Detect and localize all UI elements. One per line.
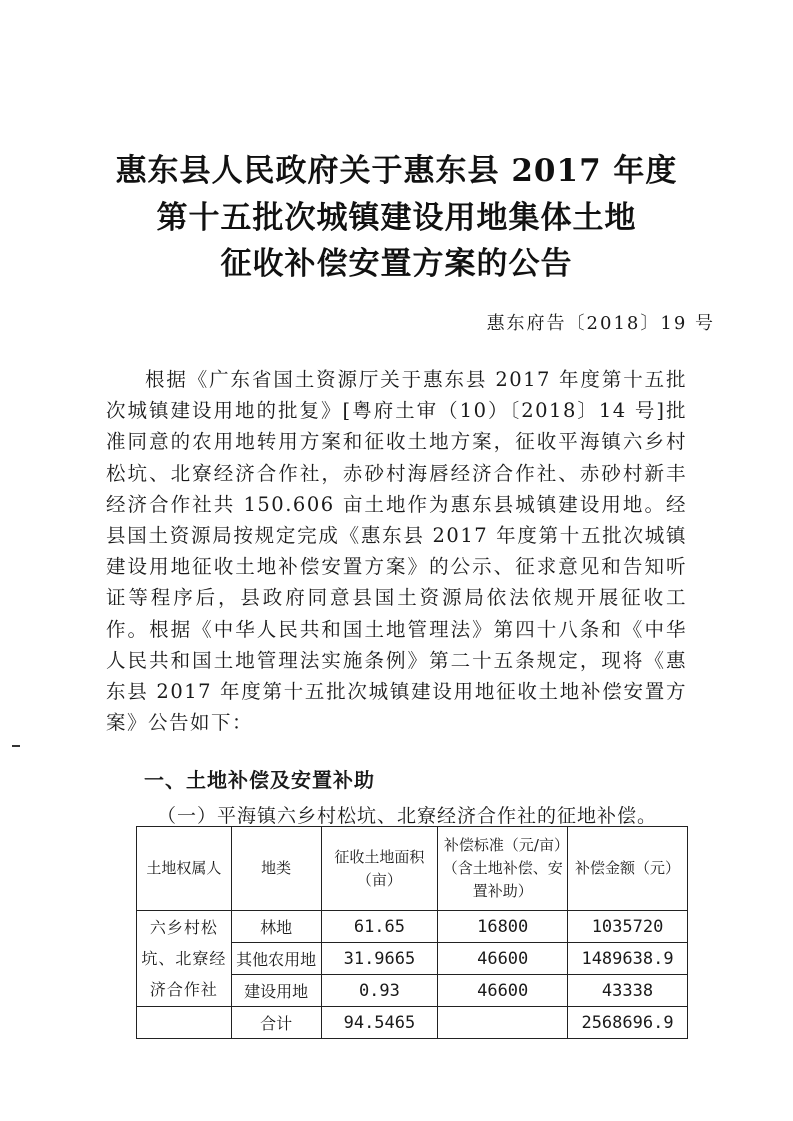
area-cell: 61.65 — [321, 911, 438, 943]
amount-cell: 1035720 — [568, 911, 688, 943]
land-type-cell: 建设用地 — [231, 975, 321, 1007]
compensation-table — [136, 826, 688, 1039]
body-paragraph — [106, 364, 687, 738]
subsection-heading: （一）平海镇六乡村松坑、北寮经济合作社的征地补偿。 — [157, 805, 658, 827]
header-land-type: 地类 — [231, 827, 321, 911]
scan-mark — [12, 745, 20, 747]
table-row — [137, 911, 688, 943]
rate-cell: 46600 — [438, 943, 568, 975]
land-type-cell: 林地 — [231, 911, 321, 943]
total-rate-cell — [438, 1007, 568, 1039]
rate-cell: 16800 — [438, 911, 568, 943]
owner-cell-empty — [137, 1007, 232, 1039]
area-cell: 31.9665 — [321, 943, 438, 975]
total-amount-cell: 2568696.9 — [568, 1007, 688, 1039]
rate-cell: 46600 — [438, 975, 568, 1007]
total-label-cell: 合计 — [231, 1007, 321, 1039]
land-type-cell: 其他农用地 — [231, 943, 321, 975]
owner-cell: 六乡村松坑、北寮经济合作社 — [137, 911, 232, 1007]
header-owner: 土地权属人 — [137, 827, 232, 911]
notice-title-line-3: 征收补偿安置方案的公告 — [220, 246, 573, 282]
document-number: 惠东府告〔2018〕19 号 — [486, 313, 715, 334]
table-total-row — [137, 1007, 688, 1039]
amount-cell: 1489638.9 — [568, 943, 688, 975]
notice-title-line-2: 第十五批次城镇建设用地集体土地 — [156, 200, 637, 236]
header-area: 征收土地面积（亩） — [321, 827, 438, 911]
body-text: 根据《广东省国土资源厅关于惠东县 2017 年度第十五批次城镇建设用地的批复》[粤府土审（10）〔2018〕14 号]批准同意的农用地转用方案和征收土地方案，征收平海镇六乡村松坑、北寮经济合作社，赤砂村海唇经济合作社、赤砂村新丰经济合作社共 150.606 亩土地作为惠东县城镇建设用地。经县国土资源局按规定完成《惠东县 2017 年度第十五批次城镇建设用地征收土地补偿安置方案》的公示、征求意见和告知听证等程序后，县政府同意县国土资源局依法依规开展征收工作。根据《中华人民共和国土地管理法》第四十八条和《中华人民共和国土地管理法实施条例》第二十五条规定，现将《惠东县 2017 年度第十五批次城镇建设用地征收土地补偿安置方案》公告如下： — [106, 368, 687, 735]
area-cell: 0.93 — [321, 975, 438, 1007]
header-amount: 补偿金额（元） — [568, 827, 688, 911]
header-rate: 补偿标准（元/亩）（含土地补偿、安置补助） — [438, 827, 568, 911]
table-header-row — [137, 827, 688, 911]
total-area-cell: 94.5465 — [321, 1007, 438, 1039]
amount-cell: 43338 — [568, 975, 688, 1007]
notice-title-line-1: 惠东县人民政府关于惠东县 2017 年度 — [115, 153, 678, 189]
section-heading: 一、土地补偿及安置补助 — [144, 768, 375, 792]
